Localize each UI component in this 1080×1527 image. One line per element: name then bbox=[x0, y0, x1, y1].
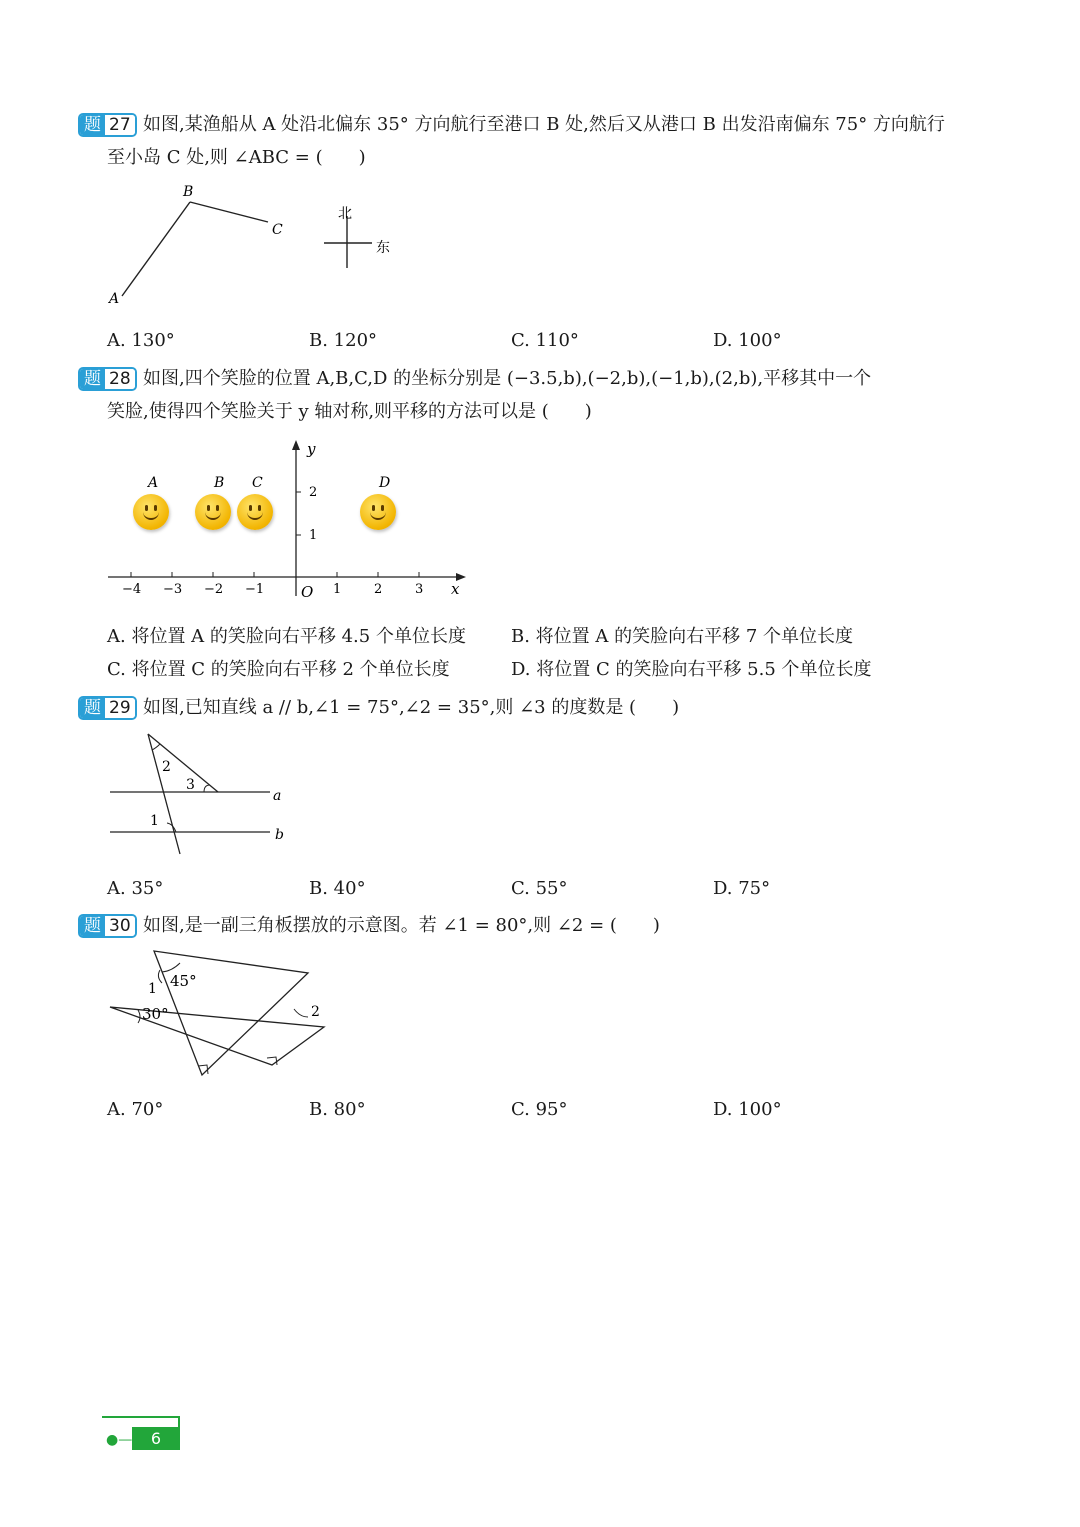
question-28-text-line1: 如图,四个笑脸的位置 A,B,C,D 的坐标分别是 (−3.5,b),(−2,b),(−1,b),(2,b),平移其中一个 bbox=[143, 368, 872, 389]
compass-north: 北 bbox=[338, 206, 352, 222]
q28-option-a[interactable]: A. 将位置 A 的笑脸向右平移 4.5 个单位长度 bbox=[107, 626, 466, 647]
question-badge-30 bbox=[78, 914, 137, 938]
face-label-d: D bbox=[379, 475, 391, 491]
q29-option-a[interactable]: A. 35° bbox=[107, 878, 164, 899]
q30-option-a[interactable]: A. 70° bbox=[107, 1099, 164, 1120]
q29-option-b[interactable]: B. 40° bbox=[309, 878, 366, 899]
x-tick-label: −1 bbox=[245, 582, 265, 597]
x-tick-label: −4 bbox=[122, 582, 142, 597]
label-point-a: A bbox=[109, 291, 120, 307]
transversal-left bbox=[148, 734, 180, 854]
q28-option-c[interactable]: C. 将位置 C 的笑脸向右平移 2 个单位长度 bbox=[107, 659, 450, 680]
question-27-figure bbox=[100, 180, 420, 310]
badge-label: 题 bbox=[80, 115, 105, 135]
label-point-c: C bbox=[272, 222, 283, 238]
badge-label: 题 bbox=[80, 698, 105, 718]
transversal-right bbox=[148, 734, 218, 792]
x-tick-label: −3 bbox=[163, 582, 183, 597]
face-label-b: B bbox=[214, 475, 225, 491]
angle-label-2: 2 bbox=[162, 759, 171, 775]
q27-option-a[interactable]: A. 130° bbox=[107, 330, 175, 351]
segment-ab bbox=[122, 202, 190, 296]
angle-label-45: 45° bbox=[170, 972, 197, 990]
line-label-b: b bbox=[275, 827, 284, 843]
q27-option-c[interactable]: C. 110° bbox=[511, 330, 579, 351]
angle-arc-3 bbox=[204, 785, 210, 792]
face-label-c: C bbox=[252, 475, 263, 491]
question-30-text-line1: 如图,是一副三角板摆放的示意图。若 ∠1 = 80°,则 ∠2 = ( ) bbox=[143, 915, 660, 936]
angle-label-3: 3 bbox=[186, 777, 195, 793]
question-27-text-line1: 如图,某渔船从 A 处沿北偏东 35° 方向航行至港口 B 处,然后又从港口 B 出发沿南偏东 75° 方向航行 bbox=[143, 114, 945, 135]
y-axis-arrow bbox=[292, 440, 300, 450]
line-label-a: a bbox=[273, 788, 282, 804]
question-number: 29 bbox=[105, 698, 135, 718]
page-number: 6 bbox=[132, 1427, 180, 1450]
question-badge-27 bbox=[78, 113, 137, 137]
q30-option-d[interactable]: D. 100° bbox=[713, 1099, 782, 1120]
y-tick-label: 2 bbox=[309, 485, 318, 500]
angle-arc-2 bbox=[294, 1009, 308, 1017]
angle-arc-45 bbox=[162, 963, 180, 972]
y-tick-label: 1 bbox=[309, 528, 318, 543]
x-axis-label: x bbox=[451, 580, 460, 598]
y-axis-label: y bbox=[307, 440, 316, 458]
angle-arc-2 bbox=[152, 744, 160, 750]
angle-label-2: 2 bbox=[311, 1004, 320, 1020]
q29-option-c[interactable]: C. 55° bbox=[511, 878, 568, 899]
q28-option-b[interactable]: B. 将位置 A 的笑脸向右平移 7 个单位长度 bbox=[511, 626, 854, 647]
q27-option-d[interactable]: D. 100° bbox=[713, 330, 782, 351]
compass-east: 东 bbox=[376, 240, 390, 256]
badge-label: 题 bbox=[80, 916, 105, 936]
question-27-text-line2: 至小岛 C 处,则 ∠ABC = ( ) bbox=[107, 147, 366, 168]
q30-option-b[interactable]: B. 80° bbox=[309, 1099, 366, 1120]
question-30-figure bbox=[100, 945, 340, 1085]
smiley-face-a bbox=[133, 494, 169, 530]
question-29-figure bbox=[100, 728, 300, 858]
origin-label: O bbox=[301, 583, 314, 601]
smiley-face-d bbox=[360, 494, 396, 530]
x-tick-label: 3 bbox=[415, 582, 424, 597]
x-tick-label: 2 bbox=[374, 582, 383, 597]
angle-label-1: 1 bbox=[148, 981, 157, 997]
label-point-b: B bbox=[183, 184, 194, 200]
plug-icon: ●— bbox=[106, 1432, 133, 1448]
q27-option-b[interactable]: B. 120° bbox=[309, 330, 378, 351]
question-number: 30 bbox=[105, 916, 135, 936]
question-29-text-line1: 如图,已知直线 a // b,∠1 = 75°,∠2 = 35°,则 ∠3 的度数是 ( ) bbox=[143, 697, 680, 718]
question-28-text-line2: 笑脸,使得四个笑脸关于 y 轴对称,则平移的方法可以是 ( ) bbox=[107, 401, 592, 422]
angle-label-1: 1 bbox=[150, 813, 159, 829]
q28-option-d[interactable]: D. 将位置 C 的笑脸向右平移 5.5 个单位长度 bbox=[511, 659, 872, 680]
page-number-tab bbox=[102, 1416, 180, 1450]
face-label-a: A bbox=[148, 475, 159, 491]
badge-label: 题 bbox=[80, 369, 105, 389]
x-tick-label: −2 bbox=[204, 582, 224, 597]
question-badge-28 bbox=[78, 367, 137, 391]
angle-label-30: 30° bbox=[142, 1005, 169, 1023]
question-number: 28 bbox=[105, 369, 135, 389]
segment-bc bbox=[190, 202, 268, 222]
q29-option-d[interactable]: D. 75° bbox=[713, 878, 771, 899]
smiley-face-c bbox=[237, 494, 273, 530]
smiley-face-b bbox=[195, 494, 231, 530]
x-tick-label: 1 bbox=[333, 582, 342, 597]
question-number: 27 bbox=[105, 115, 135, 135]
question-badge-29 bbox=[78, 696, 137, 720]
q30-option-c[interactable]: C. 95° bbox=[511, 1099, 568, 1120]
